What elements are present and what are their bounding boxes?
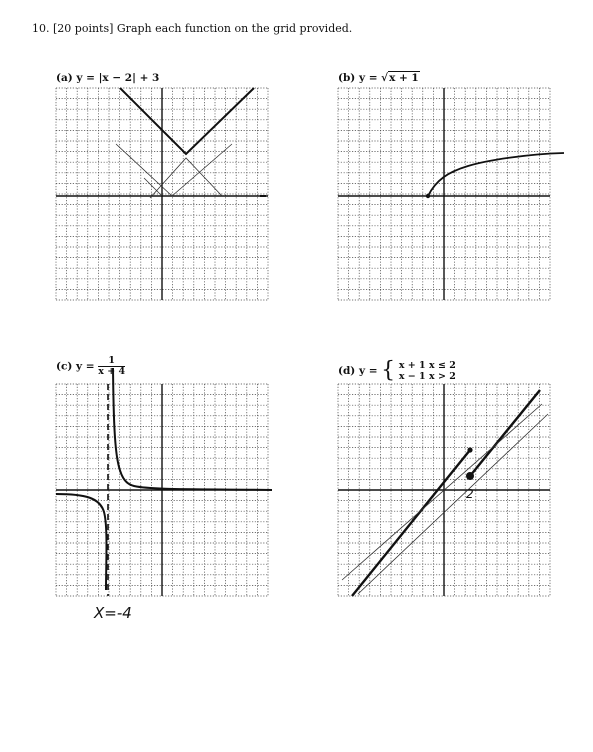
- curve-a-sketch-3: [150, 158, 222, 198]
- closed-dot: [467, 447, 472, 452]
- open-dot-filled: [466, 472, 474, 480]
- graph-a-label: [56, 72, 159, 84]
- curve-a-main: [120, 88, 254, 154]
- graph-b-label: [338, 72, 420, 84]
- graph-d-label: [338, 360, 456, 382]
- graph-d-piece1: x + 1 x ≤ 2: [398, 360, 456, 371]
- graph-c-label: [56, 356, 125, 377]
- graph-b-prefix: (b): [338, 72, 356, 84]
- problem-statement: 10. [20 points] Graph each function on the grid provided.: [32, 22, 353, 35]
- graph-d-pieces: [399, 360, 456, 382]
- graph-c-numerator: 1: [98, 356, 125, 367]
- handwritten-asymptote-note: X=-4: [94, 604, 132, 622]
- curve-a-sketch-2: [144, 178, 162, 196]
- graph-c-prefix: (c): [56, 360, 73, 373]
- graph-c-denominator: x + 4: [98, 366, 126, 377]
- graph-a-equation: y = |x − 2| + 3: [76, 72, 160, 84]
- endpoint-dot: [426, 194, 430, 198]
- curve-c-right: [113, 368, 272, 490]
- brace-symbol: {: [381, 358, 396, 383]
- guide-line-2: [358, 414, 548, 594]
- graph-d-lhs: y =: [358, 365, 378, 377]
- handwritten-two: 2: [466, 487, 474, 501]
- curve-c-left: [56, 494, 107, 590]
- graph-a-prefix: (a): [56, 72, 73, 84]
- graph-b-radicand: x + 1: [389, 72, 419, 84]
- graph-b-grid: [338, 88, 550, 300]
- curve-b: [428, 153, 564, 196]
- sqrt-symbol: √: [381, 72, 389, 84]
- graph-b-lhs: y =: [358, 72, 378, 84]
- graph-d-prefix: (d): [338, 365, 356, 377]
- graph-c-grid: [56, 384, 268, 596]
- graph-d-grid: [338, 384, 550, 596]
- graph-c-fraction: [98, 356, 125, 377]
- graph-a-grid: [56, 88, 268, 300]
- graph-d-piece2: x − 1 x > 2: [398, 371, 456, 382]
- curve-d-piece2: [470, 390, 540, 476]
- graph-c-lhs: y =: [76, 360, 95, 373]
